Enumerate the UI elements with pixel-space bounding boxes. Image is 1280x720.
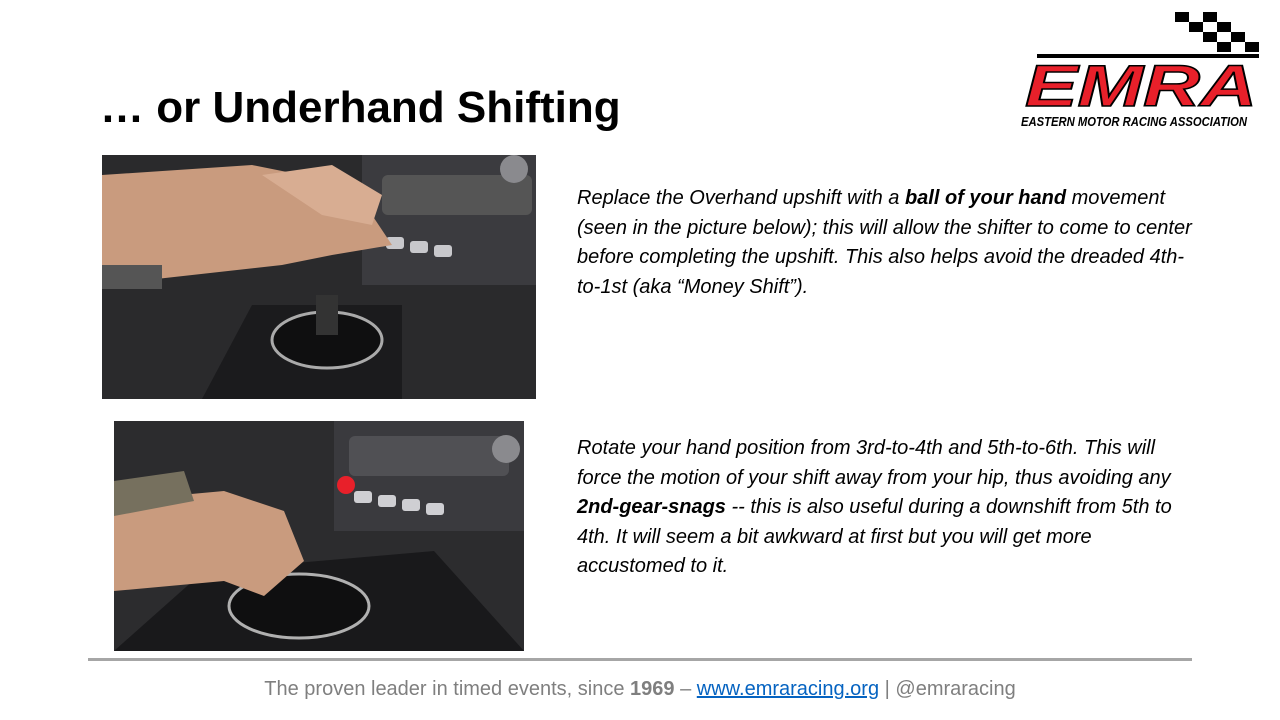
para2-text-pre: Rotate your hand position from 3rd-to-4th and 5th-to-6th. This will force the motion of your shift away from your hip, thus avoiding any: [577, 437, 1171, 489]
overhand-paragraph: [577, 184, 1197, 302]
footer-tagline: The proven leader in timed events, since: [264, 678, 631, 700]
para1-text-pre: Replace the Overhand upshift with a: [577, 187, 905, 209]
para2-emphasis: 2nd-gear-snags: [577, 496, 726, 518]
para1-emphasis: ball of your hand: [904, 187, 1067, 209]
footer: [0, 678, 1280, 701]
social-handle: @emraracing: [895, 678, 1016, 700]
footer-dash: –: [674, 678, 697, 700]
svg-text:EASTERN MOTOR RACING ASSOCIATI: EASTERN MOTOR RACING ASSOCIATION: [1021, 114, 1248, 129]
para2-text-post: -- this is also useful during a downshift from 5th to 4th. It will seem a bit awkward at first but you will get more accustomed to it.: [577, 496, 1172, 577]
overhand-upshift-photo: [102, 155, 536, 399]
underhand-shift-photo: [114, 421, 524, 651]
footer-separator: |: [879, 678, 896, 700]
para1-text-post: movement (seen in the picture below); this will allow the shifter to come to center before completing the upshift. This also helps avoid the dreaded 4th-to-1st (aka “Money Shift”).: [577, 187, 1192, 298]
underhand-paragraph: [577, 434, 1197, 582]
footer-divider: [88, 658, 1192, 661]
slide-title: … or Underhand Shifting: [100, 83, 621, 132]
website-link[interactable]: www.emraracing.org: [696, 678, 880, 700]
emra-logo: [1015, 8, 1265, 132]
svg-text:EMRA: EMRA: [1025, 54, 1257, 119]
checkered-flag-icon: [1015, 8, 1265, 132]
footer-year: 1969: [630, 678, 675, 700]
